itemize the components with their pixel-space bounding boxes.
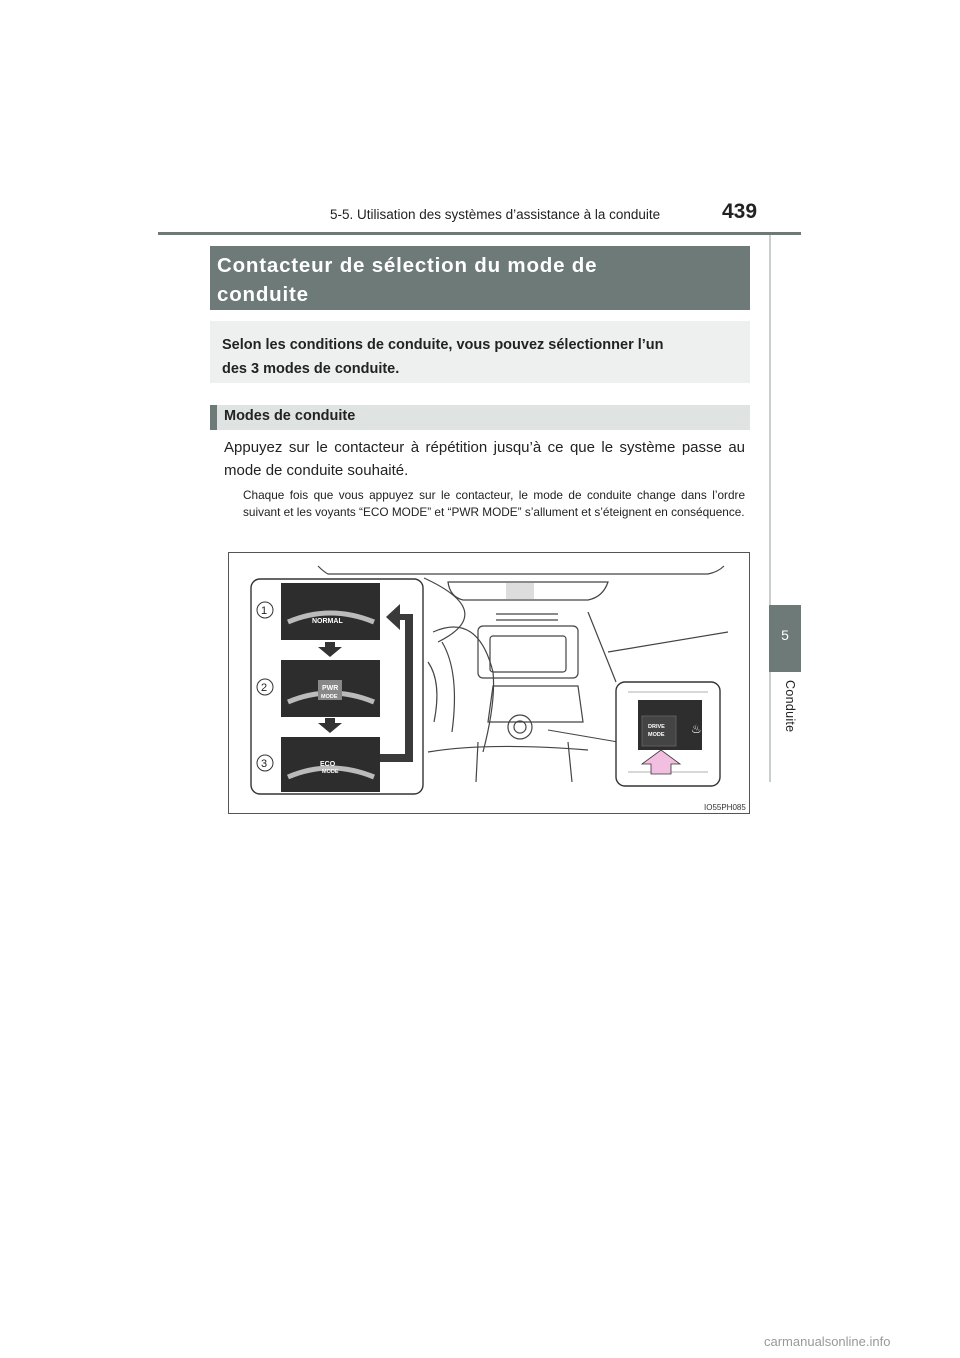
page-title-line-1: Contacteur de sélection du mode de — [217, 254, 598, 277]
header-divider — [158, 232, 801, 235]
drive-mode-button[interactable] — [642, 716, 676, 746]
step-number-3 — [257, 755, 273, 771]
mode-power-display — [281, 660, 380, 717]
drive-mode-button-label-bottom: MODE — [648, 732, 665, 738]
mode-normal-label: NORMAL — [312, 618, 343, 625]
figure-code: IO55PH085 — [704, 803, 746, 812]
chapter-label: Conduite — [783, 680, 797, 733]
mode-normal-display — [281, 583, 380, 640]
step-number-2 — [257, 679, 273, 695]
note-paragraph: Chaque fois que vous appuyez sur le contacteur, le mode de conduite change dans l’ordre suivant et les voyants “ECO MODE” et “PWR MODE” s’allument et s’éteignent en conséquence. — [243, 488, 745, 519]
svg-text:3: 3 — [261, 758, 268, 770]
svg-text:1: 1 — [261, 605, 268, 617]
chapter-tab[interactable] — [769, 605, 801, 672]
svg-text:2: 2 — [261, 682, 268, 694]
watermark: carmanualsonline.info — [764, 1334, 891, 1349]
page-title-line-2: conduite — [217, 283, 309, 306]
body-paragraph: Appuyez sur le contacteur à répétition jusqu’à ce que le système passe au mode de conduite souhaité. — [224, 439, 745, 479]
intro-line-2: des 3 modes de conduite. — [222, 361, 400, 377]
section-heading: Modes de conduite — [210, 405, 750, 430]
chapter-number: 5 — [781, 627, 789, 643]
running-header: 5-5. Utilisation des systèmes d’assistance à la conduite — [330, 207, 661, 222]
step-number-1 — [257, 602, 273, 618]
mode-eco-label-top: ECO — [320, 761, 336, 768]
seat-heater-icon: ♨ — [691, 722, 702, 736]
mode-power-label-bottom: MODE — [321, 694, 338, 700]
mode-eco-label-bottom: MODE — [322, 769, 339, 775]
side-divider-lower — [769, 672, 771, 782]
side-divider — [769, 235, 771, 605]
page-number: 439 — [722, 200, 758, 223]
page-title — [210, 246, 750, 310]
mode-eco-display — [281, 737, 380, 792]
drive-mode-button-label-top: DRIVE — [648, 724, 665, 730]
drive-mode-illustration — [228, 552, 750, 814]
intro-box — [210, 321, 750, 383]
intro-line-1: Selon les conditions de conduite, vous pouvez sélectionner l’un — [222, 337, 664, 353]
mode-power-label-top: PWR — [322, 685, 339, 692]
